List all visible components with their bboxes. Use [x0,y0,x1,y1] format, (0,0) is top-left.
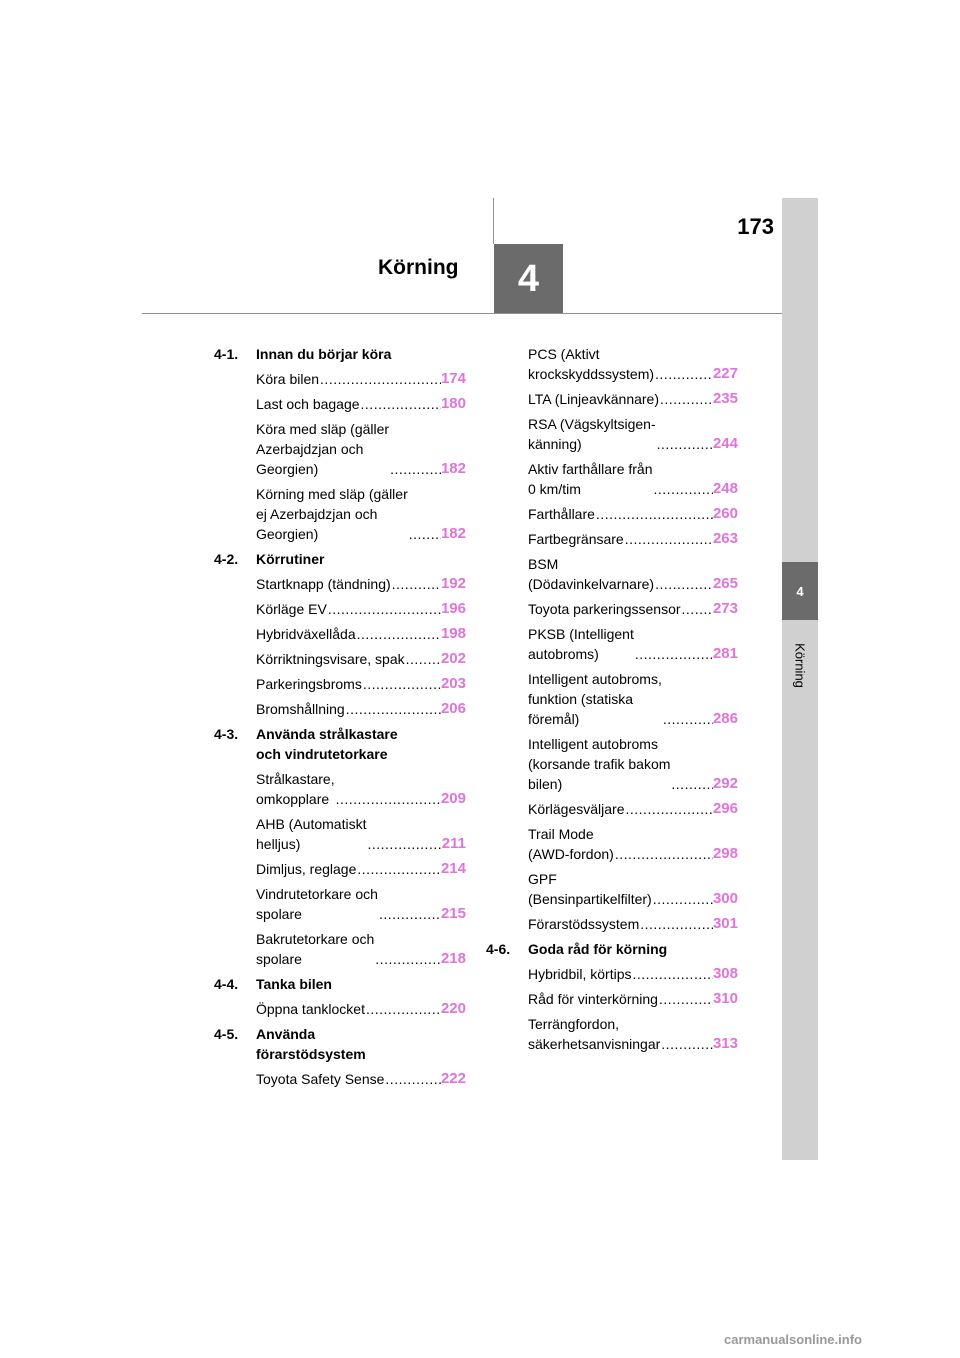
toc-entry-text [256,699,441,719]
toc-entry-text [256,814,442,854]
toc-entry-page-link[interactable]: 222 [440,1070,466,1087]
toc-entry-label: Körlägesväljare [528,801,625,817]
header-divider-horizontal [142,313,782,314]
toc-entry[interactable] [528,824,738,864]
toc-entry-label: Bakrutetorkare och spolare [256,931,375,967]
toc-entry-label: Aktiv farthållare från 0 km/tim [528,461,653,497]
toc-entry-label: Dimljus, reglage [256,861,357,877]
toc-column-left [214,344,466,1094]
toc-entry-leader-dots [657,434,713,454]
toc-entry-page-link[interactable]: 273 [712,600,738,617]
toc-entry-text [256,599,441,619]
toc-entry-text [528,554,713,594]
toc-entry-page-link[interactable]: 192 [440,575,466,592]
toc-entry[interactable] [528,504,738,524]
chapter-number-box [494,244,563,314]
toc-entry-leader-dots [363,674,441,694]
toc-entry-page-link[interactable]: 196 [440,600,466,617]
toc-entry-text [528,459,713,499]
toc-section [214,344,466,544]
toc-entry-text [256,574,441,594]
toc-entry[interactable] [256,599,466,619]
toc-entry-text [528,964,713,984]
toc-entry-text [528,504,713,524]
toc-entry-text [528,624,713,664]
toc-entry-leader-dots [661,1034,713,1054]
toc-entry[interactable] [528,414,738,454]
toc-entry-leader-dots [660,389,713,409]
toc-entry-text [256,884,441,924]
toc-entry-leader-dots [659,989,713,1009]
toc-section-title: Använda förarstödsystem [256,1026,366,1062]
toc-entry-leader-dots [682,599,713,619]
toc-entry-page-link[interactable]: 203 [440,675,466,692]
toc-entry-page-link[interactable]: 206 [440,700,466,717]
toc-entry-page-link[interactable]: 313 [712,1035,738,1052]
toc-entry[interactable] [528,869,738,909]
toc-entry-page-link[interactable]: 198 [440,625,466,642]
toc-entry[interactable] [528,389,738,409]
toc-entry[interactable] [528,669,738,729]
toc-entry-leader-dots [655,364,713,384]
toc-entry-page-link[interactable]: 310 [712,990,738,1007]
toc-entry-label: Intelligent autobroms (korsande trafik bakom bilen) [528,736,671,792]
toc-entry-text [528,669,713,729]
toc-entry-label: Köra bilen [256,371,320,387]
toc-entry[interactable] [256,769,466,809]
toc-section-title: Innan du börjar köra [256,346,392,362]
toc-entry-page-link[interactable]: 215 [440,905,466,922]
toc-section-title: Använda strålkastare och vindrutetorkare [256,726,398,762]
toc-entry-label: Körriktningsvisare, spak [256,651,405,667]
toc-section-number: 4-3. [214,726,239,742]
toc-entry[interactable] [528,914,738,934]
toc-section-number: 4-2. [214,551,239,567]
toc-entry-text [528,1014,713,1054]
toc-entry-label: Förarstödssystem [528,916,640,932]
toc-entry-label: LTA (Linjeavkännare) [528,391,659,407]
toc-entry-page-link[interactable]: 218 [440,950,466,967]
toc-entry[interactable] [256,369,466,389]
toc-entry[interactable] [528,554,738,594]
toc-entry-leader-dots [654,479,713,499]
toc-entry-leader-dots [632,964,712,984]
toc-entry-page-link[interactable]: 180 [440,395,466,412]
toc-entry-text [528,529,713,549]
toc-entry-page-link[interactable]: 248 [712,480,738,497]
toc-entry-text [528,344,713,384]
toc-entry-label: Intelligent autobroms, funktion (statiska föremål) [528,671,662,727]
side-tab-number-label: 4 [796,583,804,599]
toc-entry-text [528,869,713,909]
toc-entry-label: Parkeringsbroms [256,676,362,692]
toc-entry[interactable] [256,649,466,669]
toc-column-right [486,344,738,1059]
toc-entry[interactable] [528,344,738,384]
toc-entry[interactable] [528,459,738,499]
toc-entry-page-link[interactable]: 281 [712,645,738,662]
toc-section [486,344,738,934]
chapter-title: Körning [378,256,459,279]
side-bar-bottom [782,620,818,1160]
toc-entry-label: Körläge EV [256,601,327,617]
toc-entry-leader-dots [671,774,713,794]
toc-entry-page-link[interactable]: 301 [712,915,738,932]
toc-section-heading [214,344,466,364]
toc-entry[interactable] [256,394,466,414]
header-divider-vertical [493,198,494,244]
toc-entry-label: Råd för vinterkörning [528,991,658,1007]
toc-section [486,939,738,1054]
toc-entry-label: Köra med släp (gäller Azerbajdzjan och Georgien) [256,421,390,477]
toc-entry[interactable] [528,964,738,984]
toc-entry-text [528,414,713,454]
toc-entry-text [256,394,441,414]
side-tab-number[interactable] [782,562,818,620]
toc-entry-label: AHB (Automatiskt helljus) [256,816,367,852]
toc-section [214,724,466,969]
toc-entry[interactable] [256,929,466,969]
toc-entry[interactable] [256,999,466,1019]
toc-entry[interactable] [528,989,738,1009]
toc-entry-label: Hybridbil, körtips [528,966,632,982]
toc-entry-leader-dots [385,1069,441,1089]
toc-entry-leader-dots [328,599,441,619]
toc-entry-page-link[interactable]: 260 [712,505,738,522]
toc-entry-text [528,824,713,864]
toc-entry-text [256,769,441,809]
toc-entry[interactable] [256,624,466,644]
toc-entry-label: PKSB (Intelligent autobroms) [528,626,634,662]
toc-entry-leader-dots [663,709,713,729]
toc-entry-page-link[interactable]: 286 [712,710,738,727]
toc-entry[interactable] [256,859,466,879]
toc-entry-text [528,914,713,934]
toc-entry-label: Startknapp (tändning) [256,576,391,592]
toc-entry[interactable] [256,1069,466,1089]
toc-entry-text [256,999,441,1019]
toc-entry-text [256,649,441,669]
toc-entry[interactable] [256,814,466,854]
toc-section-heading [214,724,466,764]
toc-entry-text [256,369,441,389]
toc-entry-leader-dots [640,914,713,934]
toc-entry-leader-dots [392,574,441,594]
toc-entry-label: Fartbegränsare [528,531,624,547]
toc-entry-page-link[interactable]: 174 [440,370,466,387]
toc-entry[interactable] [256,484,466,544]
toc-entry-page-link[interactable]: 292 [712,775,738,792]
toc-section-number: 4-5. [214,1026,239,1042]
toc-entry-leader-dots [336,789,441,809]
toc-entry-page-link[interactable]: 235 [712,390,738,407]
toc-entry-page-link[interactable]: 182 [440,525,466,542]
toc-entry-page-link[interactable]: 209 [440,790,466,807]
toc-entry-label: Öppna tanklocket [256,1001,365,1017]
toc-entry-page-link[interactable]: 227 [712,365,738,382]
toc-entry-text [256,674,441,694]
toc-entry-label: Strålkastare, omkopplare [256,771,335,807]
toc-entry[interactable] [256,674,466,694]
toc-entry-leader-dots [406,649,441,669]
side-bar-top [782,198,818,562]
toc-entry-page-link[interactable]: 211 [441,835,466,852]
toc-entry-page-link[interactable]: 265 [712,575,738,592]
toc-entry-leader-dots [409,524,441,544]
toc-entry-text [256,419,441,479]
toc-entry-text [256,484,441,544]
toc-entry-leader-dots [346,699,441,719]
toc-entry-label: Toyota Safety Sense [256,1071,385,1087]
toc-entry-text [528,989,713,1009]
toc-entry-leader-dots [357,624,441,644]
toc-entry-text [528,799,713,819]
toc-entry-page-link[interactable]: 263 [712,530,738,547]
toc-entry-page-link[interactable]: 244 [712,435,738,452]
toc-section-heading [214,549,466,569]
toc-entry-label: GPF (Bensinpartikelfilter) [528,871,652,907]
toc-entry-text [256,1069,441,1089]
toc-entry-text [256,929,441,969]
toc-section-number: 4-4. [214,976,239,992]
toc-entry-leader-dots [596,504,713,524]
toc-entry-leader-dots [320,369,441,389]
toc-entry-page-link[interactable]: 308 [712,965,738,982]
toc-section-title: Körrutiner [256,551,325,567]
toc-entry[interactable] [256,419,466,479]
toc-entry-label: Körning med släp (gäller ej Azerbajdzjan och Georgien) [256,486,408,542]
toc-entry-label: Farthållare [528,506,595,522]
toc-entry-leader-dots [379,904,441,924]
toc-entry-leader-dots [390,459,441,479]
toc-entry[interactable] [256,884,466,924]
toc-section [214,974,466,1019]
toc-entry[interactable] [528,734,738,794]
toc-entry-leader-dots [375,949,441,969]
toc-entry[interactable] [256,574,466,594]
toc-section-heading [214,974,466,994]
toc-entry-page-link[interactable]: 296 [712,800,738,817]
toc-entry-label: Hybridväxellåda [256,626,356,642]
toc-entry-page-link[interactable]: 298 [712,845,738,862]
toc-entry-leader-dots [655,574,713,594]
toc-section [214,1024,466,1089]
toc-entry-leader-dots [361,394,441,414]
watermark-logo: carmanualsonline.info [724,1332,862,1347]
toc-section-title: Goda råd för körning [528,941,668,957]
page-number: 173 [737,214,774,239]
toc-entry-label: RSA (Vägskyltsigen- känning) [528,416,656,452]
toc-section-number: 4-6. [486,941,511,957]
toc-section-title: Tanka bilen [256,976,332,992]
toc-entry-page-link[interactable]: 182 [440,460,466,477]
toc-entry-leader-dots [653,889,713,909]
toc-entry-leader-dots [635,644,713,664]
toc-entry-text [528,599,713,619]
toc-section-number: 4-1. [214,346,239,362]
toc-entry-label: Trail Mode (AWD-fordon) [528,826,614,862]
toc-entry-label: Terrängfordon, säkerhetsanvisningar [528,1016,661,1052]
toc-entry-leader-dots [366,999,441,1019]
toc-entry[interactable] [528,624,738,664]
side-tab-label: Körning [792,643,808,688]
toc-entry-text [256,859,441,879]
toc-entry-leader-dots [615,844,713,864]
toc-entry-label: Last och bagage [256,396,360,412]
toc-entry-leader-dots [626,799,713,819]
toc-section-heading [486,939,738,959]
toc-entry[interactable] [528,599,738,619]
toc-entry-label: BSM (Dödavinkelvarnare) [528,556,655,592]
toc-entry-page-link[interactable]: 214 [440,860,466,877]
toc-entry[interactable] [528,799,738,819]
toc-entry-leader-dots [625,529,713,549]
toc-entry-label: Bromshållning [256,701,345,717]
toc-entry-label: Toyota parkeringssensor [528,601,681,617]
toc-entry-label: PCS (Aktivt krockskyddssystem) [528,346,655,382]
toc-entry-page-link[interactable]: 202 [440,650,466,667]
toc-section [214,549,466,719]
toc-entry[interactable] [528,1014,738,1054]
toc-entry-page-link[interactable]: 220 [440,1000,466,1017]
toc-entry-leader-dots [357,859,441,879]
toc-entry-text [528,734,713,794]
toc-entry-text [256,624,441,644]
toc-entry-text [528,389,713,409]
toc-entry[interactable] [528,529,738,549]
chapter-number: 4 [517,257,540,300]
toc-entry-page-link[interactable]: 300 [712,890,738,907]
toc-section-heading [214,1024,466,1064]
toc-entry-leader-dots [367,834,441,854]
toc-entry-label: Vindrutetorkare och spolare [256,886,378,922]
toc-entry[interactable] [256,699,466,719]
